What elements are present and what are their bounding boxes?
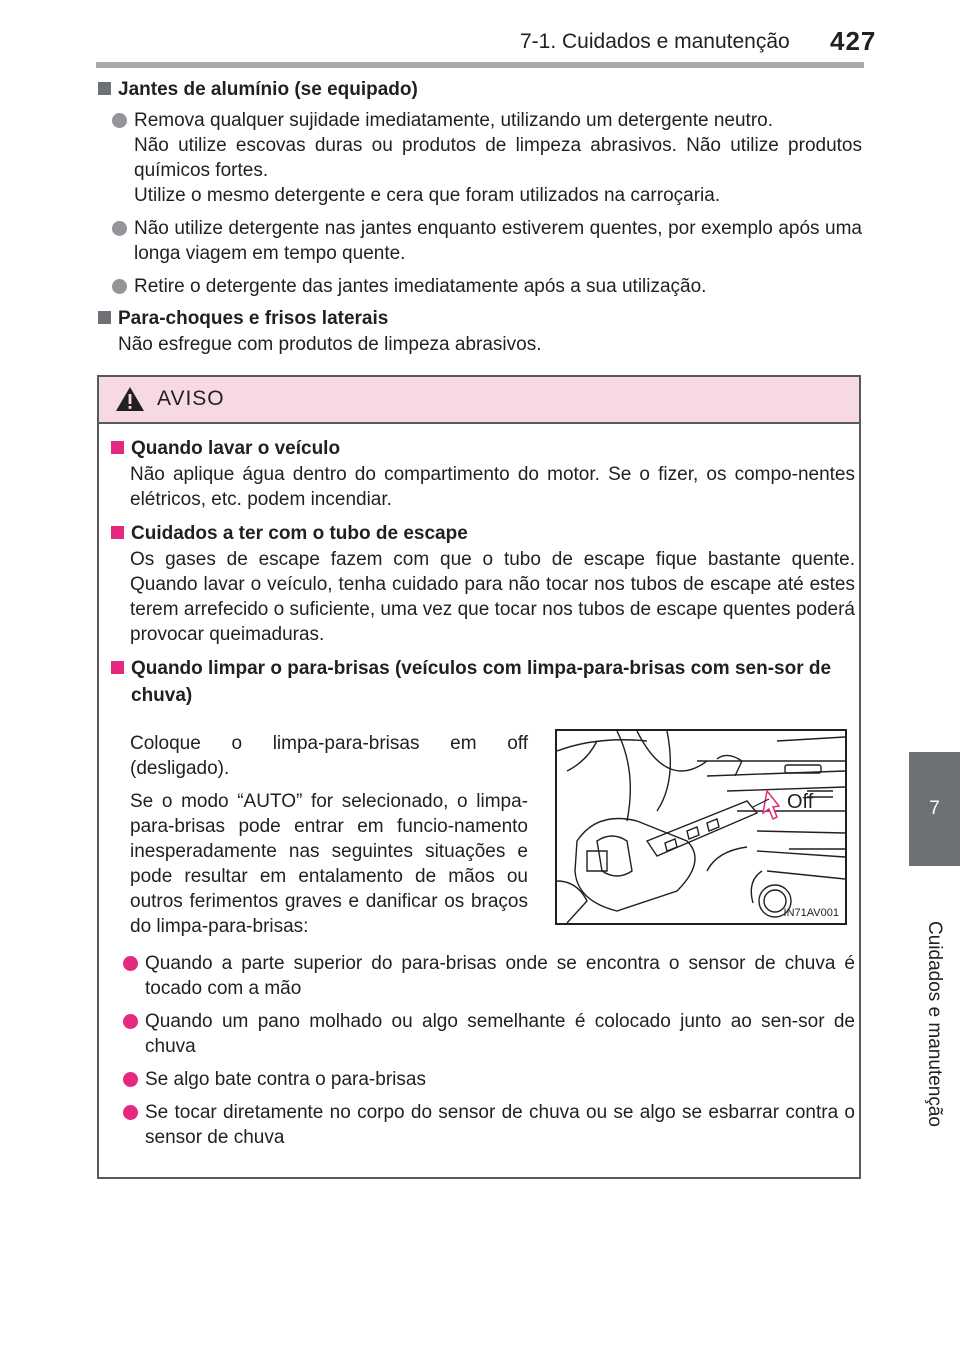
header-rule	[96, 62, 864, 68]
chapter-number: 7	[929, 798, 940, 819]
washing-text: Não aplique água dentro do compartimento do motor. Se o fizer, os compo-nentes elétricos, etc. podem incendiar.	[130, 464, 855, 510]
square-bullet-icon	[98, 311, 111, 324]
section-title: 7-1. Cuidados e manutenção	[520, 30, 790, 53]
main-content	[96, 76, 862, 357]
exhaust-heading: Cuidados a ter com o tubo de escape	[109, 520, 855, 547]
round-bullet-icon	[123, 1014, 138, 1029]
wiper-lever-illustration	[555, 729, 847, 925]
wiper-lever-drawing	[557, 731, 845, 923]
figure-code: IN71AV001	[783, 907, 839, 919]
windshield-text-1: Coloque o limpa-para-brisas em off (desligado).	[130, 733, 528, 779]
square-bullet-icon	[111, 441, 124, 454]
list-item: Se tocar diretamente no corpo do sensor de chuva ou se algo se esbarrar contra o sensor de chuva	[109, 1100, 855, 1150]
list-item: Retire o detergente das jantes imediatamente após a sua utilização.	[96, 274, 862, 299]
round-bullet-icon	[112, 113, 127, 128]
warning-title: AVISO	[157, 387, 225, 410]
list-item: Quando um pano molhado ou algo semelhante é colocado junto ao sen-sor de chuva	[109, 1009, 855, 1059]
pointer-icon	[763, 791, 779, 819]
square-bullet-icon	[98, 82, 111, 95]
list-item: Remova qualquer sujidade imediatamente, utilizando um detergente neutro. Não utilize escovas duras ou produtos de limpeza abrasivos. Não utilize produtos químicos fortes. Utilize o mesmo detergente e cera que foram utilizados na carroçaria.	[96, 108, 862, 208]
round-bullet-icon	[123, 956, 138, 971]
round-bullet-icon	[123, 1072, 138, 1087]
round-bullet-icon	[112, 221, 127, 236]
windshield-text-2: Se o modo “AUTO” for selecionado, o limpa-para-brisas pode entrar em funcio-namento inesperadamente nas seguintes situações e pode resultar em entalamento de mãos ou outros ferimentos graves e danificar os braços do limpa-para-brisas:	[130, 791, 528, 937]
warning-triangle-icon	[115, 386, 145, 412]
chapter-tab[interactable]	[909, 752, 960, 866]
wheels-heading: Jantes de alumínio (se equipado)	[96, 76, 862, 103]
square-bullet-icon	[111, 526, 124, 539]
washing-heading: Quando lavar o veículo	[109, 435, 855, 462]
square-bullet-icon	[111, 661, 124, 674]
warning-box	[97, 375, 861, 1179]
round-bullet-icon	[123, 1105, 138, 1120]
bumpers-heading: Para-choques e frisos laterais	[96, 305, 862, 332]
exhaust-text: Os gases de escape fazem com que o tubo de escape fique bastante quente. Quando lavar o veículo, tenha cuidado para não tocar nos tubos de escape até estes terem arrefecido o suficiente, uma vez que tocar nos tubos de escape quentes poderá provocar queimaduras.	[130, 549, 855, 645]
warning-header	[99, 377, 859, 424]
windshield-heading: Quando limpar o para-brisas (veículos com limpa-para-brisas com sen-sor de chuva)	[109, 655, 855, 709]
off-label: Off	[787, 791, 814, 813]
list-item: Se algo bate contra o para-brisas	[109, 1067, 855, 1092]
list-item: Não utilize detergente nas jantes enquanto estiverem quentes, por exemplo após uma longa viagem em tempo quente.	[96, 216, 862, 266]
page-number: 427	[830, 26, 877, 56]
round-bullet-icon	[112, 279, 127, 294]
list-item: Quando a parte superior do para-brisas onde se encontra o sensor de chuva é tocado com a mão	[109, 951, 855, 1001]
bumpers-text: Não esfregue com produtos de limpeza abrasivos.	[118, 334, 542, 355]
warning-body	[109, 435, 855, 1150]
